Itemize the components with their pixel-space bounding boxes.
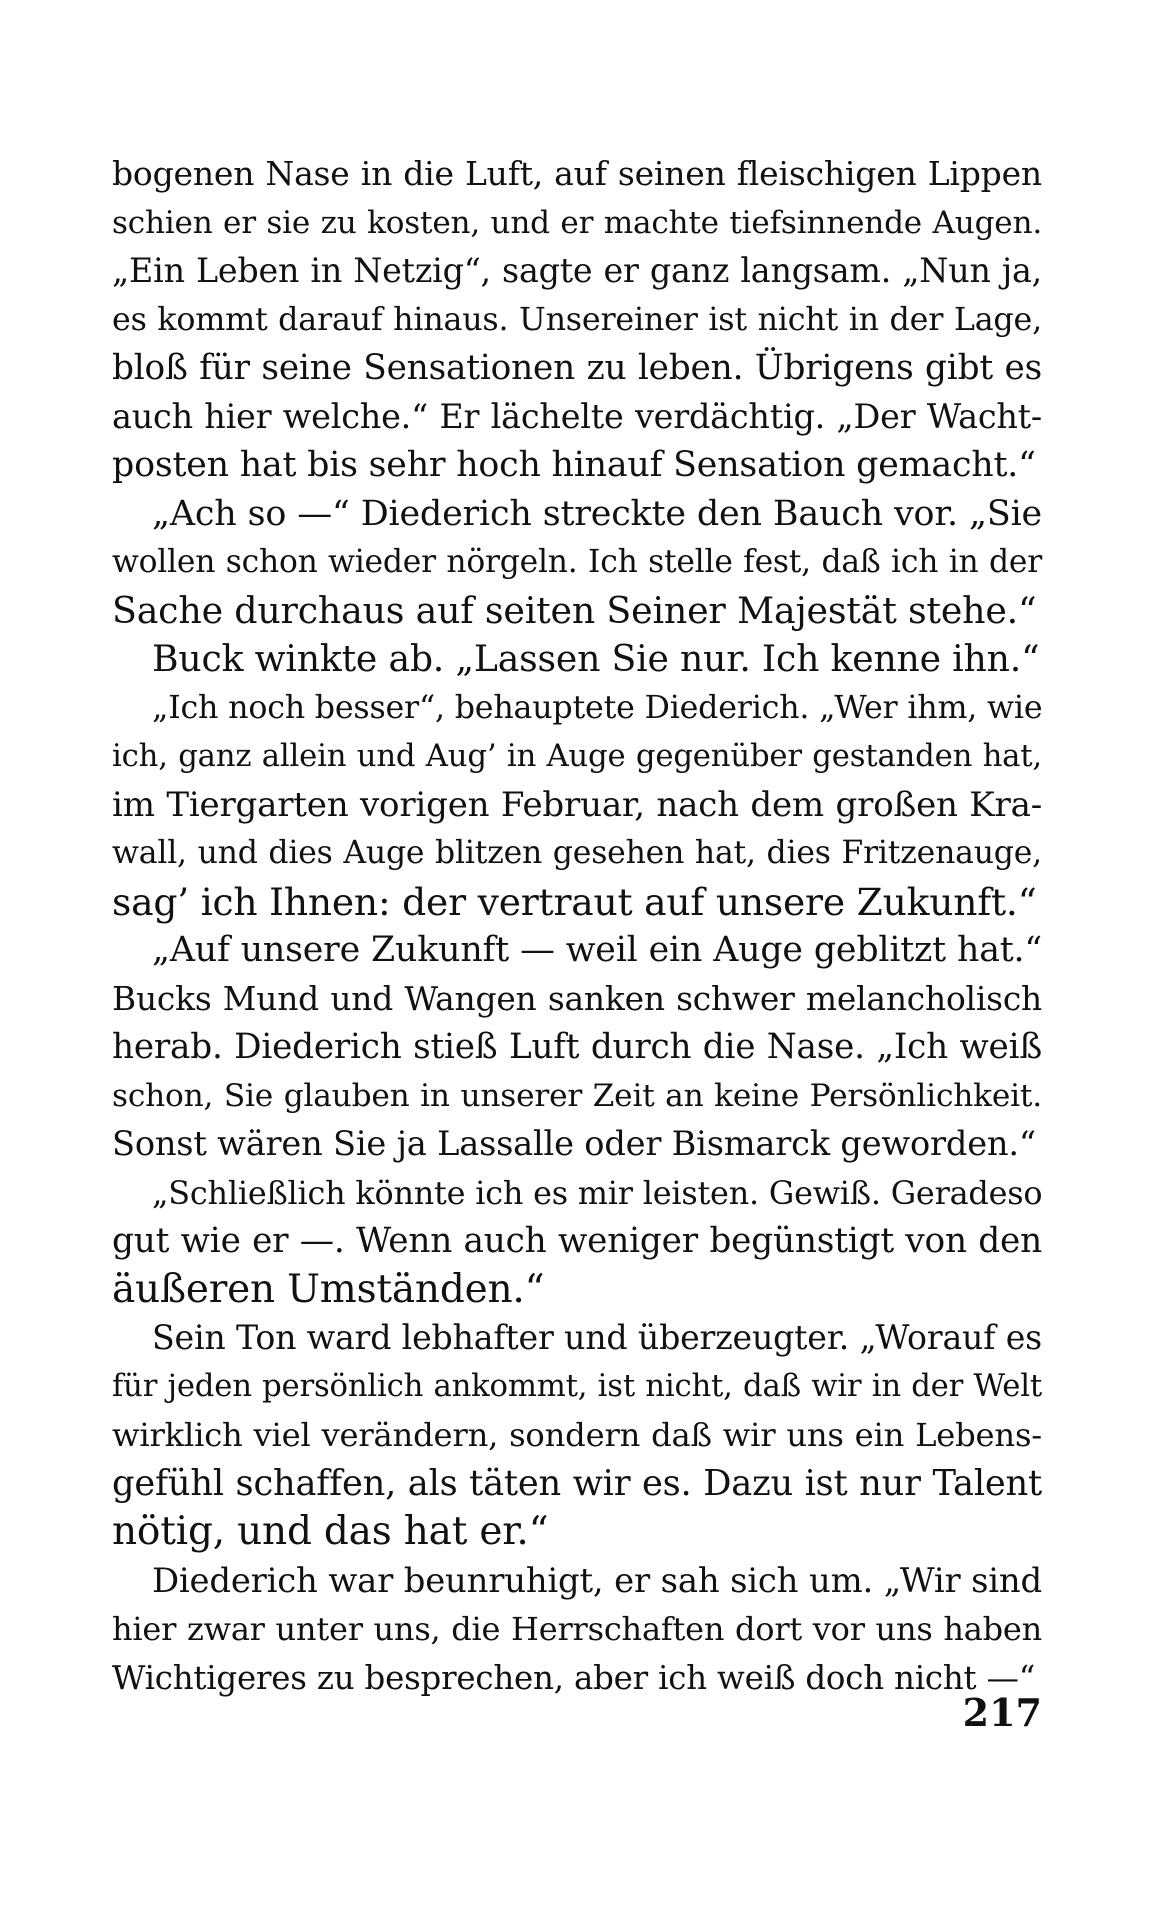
text-line: wall, und dies Auge blitzen gesehen hat, dies Fritzenauge, xyxy=(112,835,1042,871)
text-line: es kommt darauf hinaus. Unsereiner ist nicht in der Lage, xyxy=(112,301,1042,338)
text-line: gut wie er —. Wenn auch weniger begünstigt von den xyxy=(112,1221,1042,1261)
text-line: wirklich viel verändern, sondern daß wir uns ein Lebens- xyxy=(112,1416,1042,1454)
text-line: im Tiergarten vorigen Februar, nach dem großen Kra- xyxy=(112,784,1042,825)
text-line: herab. Diederich stieß Luft durch die Nase. „Ich weiß xyxy=(112,1027,1042,1067)
text-line: für jeden persönlich ankommt, ist nicht, daß wir in der Welt xyxy=(112,1368,1042,1404)
text-line: schon, Sie glauben in unserer Zeit an keine Persönlichkeit. xyxy=(112,1077,1042,1114)
text-line: „Ein Leben in Netzig“, sagte er ganz langsam. „Nun ja, xyxy=(112,251,1042,290)
text-line: Diederich war beunruhigt, er sah sich um. „Wir sind xyxy=(152,1560,1042,1600)
text-line: bloß für seine Sensationen zu leben. Übrigens gibt es xyxy=(112,348,1042,388)
text-line: äußeren Umständen.“ xyxy=(112,1266,545,1312)
text-line: bogenen Nase in die Luft, auf seinen fleischigen Lippen xyxy=(112,154,1042,193)
text-line: wollen schon wieder nörgeln. Ich stelle fest, daß ich in der xyxy=(112,544,1042,580)
text-line: Bucks Mund und Wangen sanken schwer melancholisch xyxy=(112,978,1042,1018)
text-line: Sache durchaus auf seiten Seiner Majestät stehe.“ xyxy=(112,588,1037,632)
text-line: Sein Ton ward lebhafter und überzeugter. „Worauf es xyxy=(152,1318,1042,1357)
body-text xyxy=(112,150,1042,1702)
text-line: „Auf unsere Zukunft — weil ein Auge geblitzt hat.“ xyxy=(152,930,1042,970)
page-number: 217 xyxy=(962,1690,1042,1735)
text-line: ich, ganz allein und Aug’ in Auge gegenüber gestanden hat, xyxy=(112,738,1042,774)
text-line: Buck winkte ab. „Lassen Sie nur. Ich kenne ihn.“ xyxy=(152,637,1040,680)
text-line: hier zwar unter uns, die Herrschaften dort vor uns haben xyxy=(112,1610,1042,1648)
text-line: Wichtigeres zu besprechen, aber ich weiß doch nicht —“ xyxy=(112,1658,1036,1697)
text-line: gefühl schaffen, als täten wir es. Dazu ist nur Talent xyxy=(112,1462,1042,1504)
text-line: posten hat bis sehr hoch hinauf Sensation gemacht.“ xyxy=(112,445,1036,485)
text-line: auch hier welche.“ Er lächelte verdächtig. „Der Wacht- xyxy=(112,396,1042,436)
text-line: „Schließlich könnte ich es mir leisten. Gewiß. Geradeso xyxy=(152,1173,1043,1212)
text-line: nötig, und das hat er.“ xyxy=(112,1509,549,1554)
text-line: „Ach so —“ Diederich streckte den Bauch vor. „Sie xyxy=(152,493,1042,534)
text-line: „Ich noch besser“, behauptete Diederich. „Wer ihm, wie xyxy=(152,689,1043,726)
text-line: Sonst wären Sie ja Lassalle oder Bismarck geworden.“ xyxy=(112,1124,1036,1163)
text-line: sag’ ich Ihnen: der vertraut auf unsere Zukunft.“ xyxy=(112,879,1037,924)
text-line: schien er sie zu kosten, und er machte tiefsinnende Augen. xyxy=(112,204,1042,241)
